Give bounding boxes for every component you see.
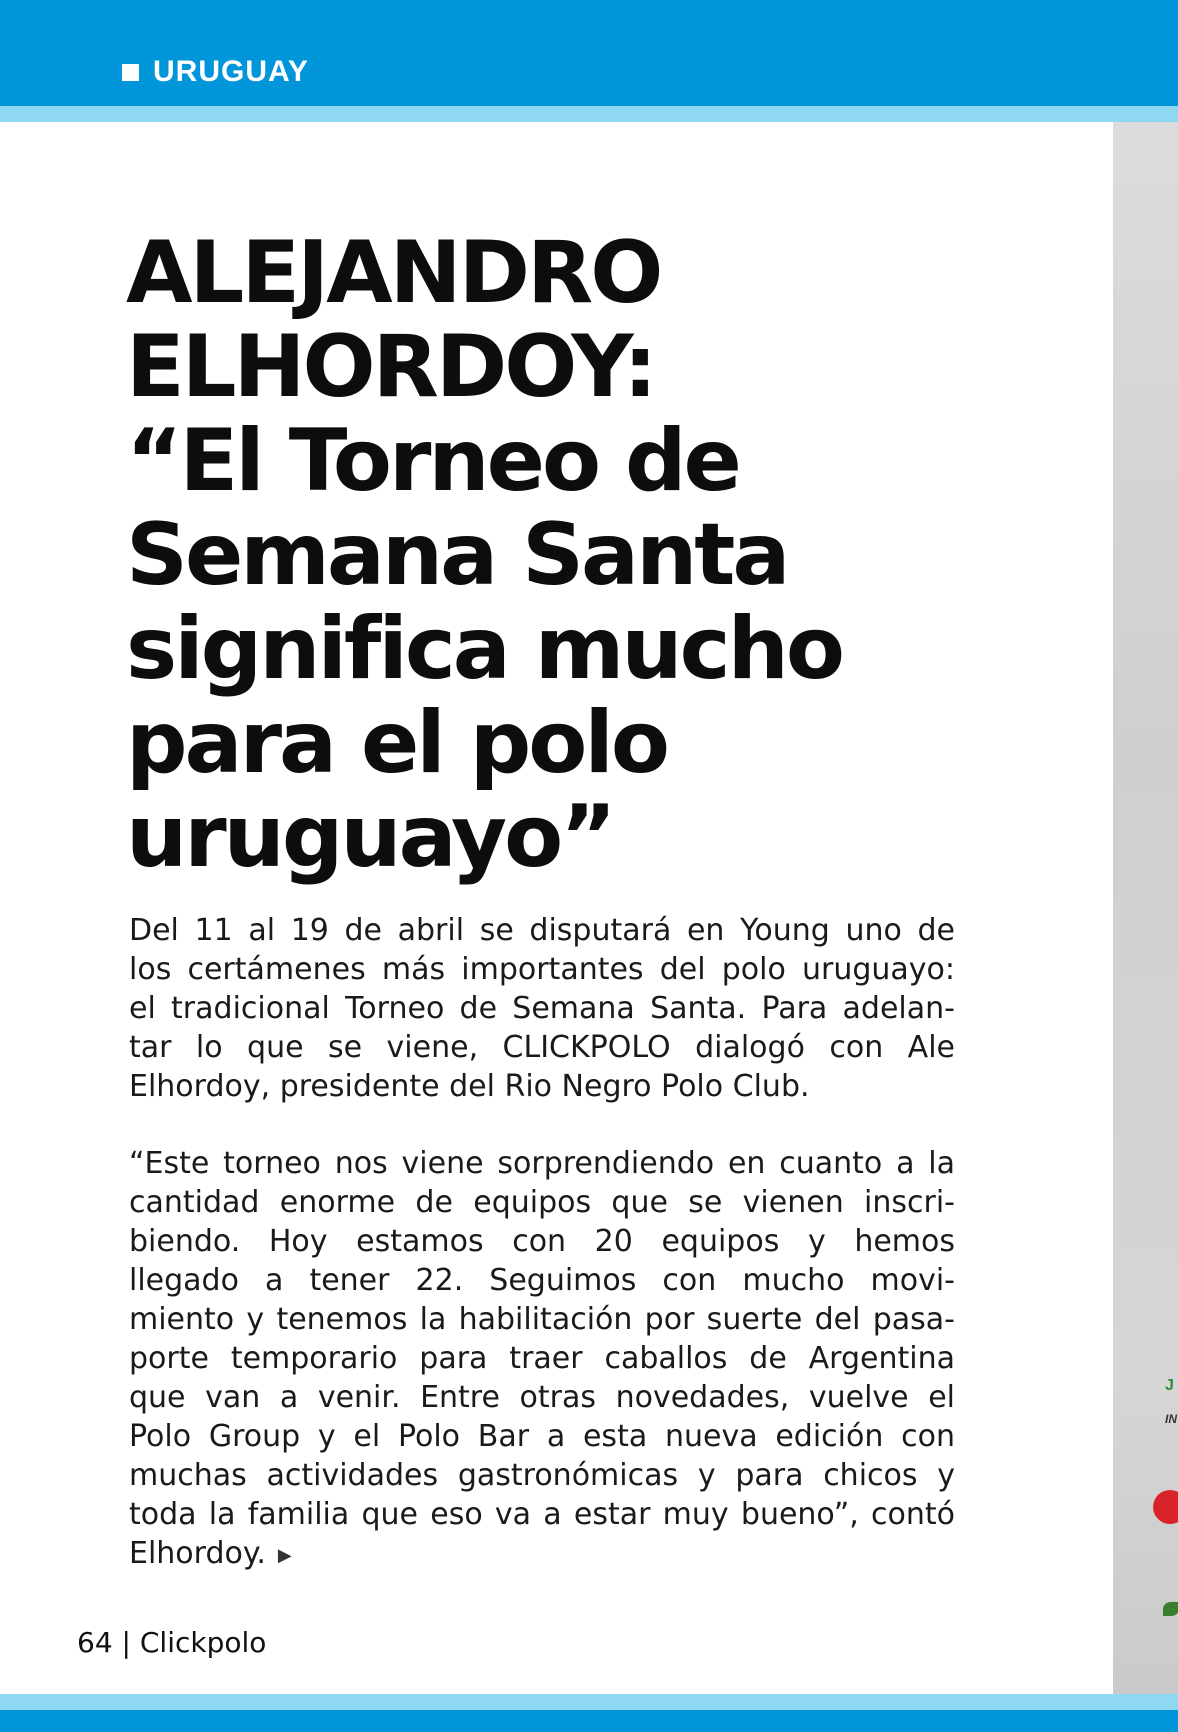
paragraph-line: el tradicional Torneo de Semana Santa. Para adelan- [129, 991, 955, 1026]
headline-line: “El Torneo de [126, 411, 739, 511]
article-paragraph-intro [129, 911, 955, 1106]
headline-line: significa mucho [126, 599, 842, 699]
article-paragraph-quote [129, 1144, 955, 1575]
square-bullet-icon [122, 64, 139, 81]
paragraph-line: miento y tenemos la habilitación por suerte del pasa- [129, 1302, 955, 1337]
paragraph-line: Elhordoy, presidente del Rio Negro Polo Club. [129, 1069, 810, 1104]
headline-line: uruguayo” [126, 787, 614, 887]
headline-line: ELHORDOY: [126, 317, 655, 417]
paragraph-line: los certámenes más importantes del polo uruguayo: [129, 952, 955, 987]
header-stripe [0, 106, 1178, 122]
continue-arrow-icon[interactable]: ▶ [277, 1545, 292, 1566]
footer-stripe [0, 1694, 1178, 1710]
headline-line: Semana Santa [126, 505, 788, 605]
headline-line: ALEJANDRO [126, 223, 661, 323]
paragraph-line: biendo. Hoy estamos con 20 equipos y hemos [129, 1224, 955, 1259]
photo-text-fragment: IN [1165, 1412, 1177, 1426]
paragraph-line: cantidad enorme de equipos que se vienen inscri- [129, 1185, 955, 1220]
footer-bar [0, 1710, 1178, 1732]
photo-leaf-fragment [1163, 1602, 1178, 1616]
adjacent-page-photo [1113, 122, 1178, 1694]
paragraph-line: tar lo que se viene, CLICKPOLO dialogó con Ale [129, 1030, 955, 1065]
paragraph-line-last [129, 1534, 955, 1575]
paragraph-line-text: Elhordoy. [129, 1536, 266, 1571]
paragraph-line: Polo Group y el Polo Bar a esta nueva edición con [129, 1419, 955, 1454]
section-tag [122, 52, 309, 92]
article-headline [126, 223, 842, 887]
headline-line: para el polo [126, 693, 667, 793]
paragraph-line: Del 11 al 19 de abril se disputará en Young uno de [129, 913, 955, 948]
photo-text-fragment: J [1165, 1377, 1174, 1394]
paragraph-line: que van a venir. Entre otras novedades, vuelve el [129, 1380, 955, 1415]
section-label: URUGUAY [153, 55, 309, 88]
paragraph-line: “Este torneo nos viene sorprendiendo en cuanto a la [129, 1146, 955, 1181]
paragraph-line: muchas actividades gastronómicas y para chicos y [129, 1458, 955, 1493]
photo-logo-fragment [1153, 1490, 1178, 1524]
paragraph-line: llegado a tener 22. Seguimos con mucho movi- [129, 1263, 955, 1298]
page-footer-label: 64 | Clickpolo [77, 1626, 267, 1659]
paragraph-line: porte temporario para traer caballos de Argentina [129, 1341, 955, 1376]
paragraph-line: toda la familia que eso va a estar muy bueno”, contó [129, 1497, 955, 1532]
